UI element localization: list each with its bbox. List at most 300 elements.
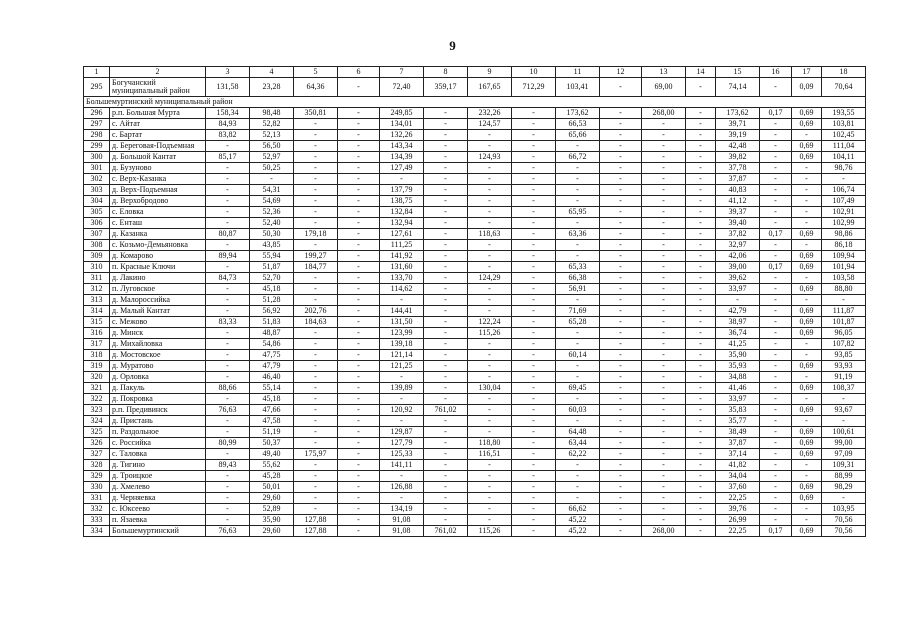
table-cell: -	[686, 218, 716, 229]
table-cell: 35,77	[716, 416, 760, 427]
settlement-name-cell: д. Малороссийка	[110, 295, 206, 306]
table-cell: 45,18	[250, 284, 294, 295]
table-row	[84, 141, 866, 152]
table-cell: -	[792, 515, 822, 526]
table-cell: 127,88	[294, 515, 338, 526]
table-row	[84, 284, 866, 295]
table-cell: -	[424, 295, 468, 306]
table-cell: -	[760, 317, 792, 328]
table-cell: -	[424, 185, 468, 196]
table-cell: 93,93	[822, 361, 866, 372]
table-cell: 39,19	[716, 130, 760, 141]
table-row	[84, 273, 866, 284]
table-cell: -	[716, 295, 760, 306]
table-cell: -	[206, 339, 250, 350]
table-cell: -	[686, 449, 716, 460]
table-cell: -	[642, 185, 686, 196]
table-cell: -	[380, 493, 424, 504]
table-cell: -	[686, 460, 716, 471]
table-cell: 69,00	[642, 78, 686, 97]
table-cell: -	[600, 306, 642, 317]
table-cell: -	[380, 394, 424, 405]
table-cell: -	[600, 130, 642, 141]
table-cell: 131,50	[380, 317, 424, 328]
table-cell: -	[642, 119, 686, 130]
table-cell: -	[642, 405, 686, 416]
table-cell: -	[468, 493, 512, 504]
table-cell: 103,81	[822, 119, 866, 130]
table-cell: -	[686, 152, 716, 163]
table-cell: 712,29	[512, 78, 556, 97]
table-cell: -	[512, 482, 556, 493]
settlement-name-cell: с. Козьмо-Демьяновка	[110, 240, 206, 251]
table-cell: 132,84	[380, 207, 424, 218]
table-cell: 37,78	[716, 163, 760, 174]
table-cell: -	[686, 482, 716, 493]
table-cell: -	[338, 130, 380, 141]
column-header: 7	[380, 67, 424, 78]
table-row	[84, 339, 866, 350]
settlement-name-cell: с. Юксеево	[110, 504, 206, 515]
table-cell: -	[686, 196, 716, 207]
table-cell: 129,87	[380, 427, 424, 438]
table-cell: -	[600, 372, 642, 383]
table-cell: 131,58	[206, 78, 250, 97]
table-cell: -	[512, 350, 556, 361]
table-cell: -	[760, 405, 792, 416]
settlement-name-cell: с. Российка	[110, 438, 206, 449]
table-cell: -	[556, 493, 600, 504]
table-cell: -	[424, 515, 468, 526]
table-cell: 126,88	[380, 482, 424, 493]
table-cell: -	[600, 526, 642, 537]
table-cell: -	[642, 504, 686, 515]
table-cell: -	[760, 361, 792, 372]
table-cell: -	[792, 196, 822, 207]
table-cell: -	[512, 361, 556, 372]
settlement-name-cell: с. Еловка	[110, 207, 206, 218]
table-cell: 0,69	[792, 152, 822, 163]
table-cell: 100,61	[822, 427, 866, 438]
table-cell: -	[556, 460, 600, 471]
table-cell: -	[424, 317, 468, 328]
table-cell: 173,62	[716, 108, 760, 119]
table-cell: -	[642, 295, 686, 306]
column-header: 18	[822, 67, 866, 78]
table-cell: 102,91	[822, 207, 866, 218]
table-cell: -	[380, 372, 424, 383]
table-cell: -	[294, 339, 338, 350]
table-cell: 51,28	[250, 295, 294, 306]
settlement-name-cell: д. Минск	[110, 328, 206, 339]
settlement-name-cell: д. Бузуново	[110, 163, 206, 174]
table-cell: 34,88	[716, 372, 760, 383]
table-cell: -	[760, 218, 792, 229]
table-cell: -	[760, 130, 792, 141]
table-cell: 66,62	[556, 504, 600, 515]
table-cell: -	[424, 163, 468, 174]
table-cell: 55,62	[250, 460, 294, 471]
table-row	[84, 460, 866, 471]
table-cell: -	[600, 405, 642, 416]
table-cell: 130,04	[468, 383, 512, 394]
table-cell: 89,43	[206, 460, 250, 471]
table-cell: -	[642, 361, 686, 372]
table-row	[84, 218, 866, 229]
settlement-name-cell: д. Береговая-Подъемная	[110, 141, 206, 152]
table-cell: -	[468, 361, 512, 372]
column-header: 3	[206, 67, 250, 78]
table-cell: 132,26	[380, 130, 424, 141]
table-cell: 72,40	[380, 78, 424, 97]
table-cell: 88,66	[206, 383, 250, 394]
table-cell: 0,69	[792, 361, 822, 372]
table-cell: -	[468, 372, 512, 383]
table-cell: -	[424, 174, 468, 185]
table-cell: 761,02	[424, 526, 468, 537]
table-cell: 37,14	[716, 449, 760, 460]
table-cell: 48,87	[250, 328, 294, 339]
table-row	[84, 449, 866, 460]
table-cell: -	[424, 262, 468, 273]
table-cell: 0,69	[792, 119, 822, 130]
table-cell: -	[686, 240, 716, 251]
table-cell: -	[206, 504, 250, 515]
table-cell: -	[468, 427, 512, 438]
table-cell: -	[294, 273, 338, 284]
table-cell: 127,88	[294, 526, 338, 537]
table-cell: 70,56	[822, 515, 866, 526]
table-cell: 329	[84, 471, 110, 482]
table-cell: -	[760, 394, 792, 405]
table-cell: -	[206, 141, 250, 152]
table-cell: 54,69	[250, 196, 294, 207]
table-cell: -	[338, 78, 380, 97]
table-cell: 0,69	[792, 262, 822, 273]
table-cell: -	[294, 427, 338, 438]
table-cell: -	[338, 207, 380, 218]
table-cell: -	[206, 185, 250, 196]
column-header: 8	[424, 67, 468, 78]
table-cell: -	[424, 372, 468, 383]
table-cell: 104,11	[822, 152, 866, 163]
settlement-name-cell: д. Верхобродово	[110, 196, 206, 207]
table-cell: -	[294, 504, 338, 515]
table-row	[84, 163, 866, 174]
table-cell: -	[556, 295, 600, 306]
table-cell: -	[556, 251, 600, 262]
table-cell: -	[642, 449, 686, 460]
table-cell: -	[686, 350, 716, 361]
table-cell: 268,00	[642, 526, 686, 537]
table-cell: 761,02	[424, 405, 468, 416]
table-row	[84, 493, 866, 504]
table-cell: -	[600, 163, 642, 174]
table-cell: -	[294, 350, 338, 361]
table-cell: 22,25	[716, 493, 760, 504]
table-cell: -	[792, 372, 822, 383]
table-cell: -	[338, 229, 380, 240]
table-cell: -	[642, 251, 686, 262]
table-cell: 65,28	[556, 317, 600, 328]
table-cell: 52,97	[250, 152, 294, 163]
table-cell: 0,69	[792, 526, 822, 537]
table-cell: -	[468, 482, 512, 493]
table-cell: 315	[84, 317, 110, 328]
table-cell: 139,89	[380, 383, 424, 394]
table-cell: 52,89	[250, 504, 294, 515]
table-cell: -	[294, 119, 338, 130]
table-cell: -	[206, 174, 250, 185]
table-cell: 138,75	[380, 196, 424, 207]
table-cell: -	[206, 262, 250, 273]
table-cell: -	[600, 394, 642, 405]
table-cell: -	[686, 438, 716, 449]
table-cell: 268,00	[642, 108, 686, 119]
table-cell: -	[600, 295, 642, 306]
table-cell: 0,69	[792, 383, 822, 394]
table-cell: 70,64	[822, 78, 866, 97]
table-cell: 0,09	[792, 78, 822, 97]
table-row	[84, 317, 866, 328]
table-cell: -	[642, 284, 686, 295]
table-cell: 37,82	[716, 229, 760, 240]
table-cell: -	[760, 152, 792, 163]
table-cell: -	[512, 273, 556, 284]
table-cell: -	[822, 493, 866, 504]
table-row	[84, 482, 866, 493]
table-cell: -	[512, 152, 556, 163]
table-cell: -	[294, 152, 338, 163]
table-cell: 301	[84, 163, 110, 174]
table-cell: -	[760, 251, 792, 262]
table-cell: 66,53	[556, 119, 600, 130]
table-cell: 65,66	[556, 130, 600, 141]
table-header-row	[84, 67, 866, 78]
page-number: 9	[449, 38, 456, 53]
table-cell: 66,38	[556, 273, 600, 284]
table-cell: -	[468, 262, 512, 273]
table-cell: 54,86	[250, 339, 294, 350]
settlement-name-cell: д. Троицкое	[110, 471, 206, 482]
table-cell: -	[686, 471, 716, 482]
table-cell: -	[512, 394, 556, 405]
table-cell: 302	[84, 174, 110, 185]
table-cell: 50,01	[250, 482, 294, 493]
table-cell: -	[338, 383, 380, 394]
table-cell: -	[206, 394, 250, 405]
table-cell: -	[206, 163, 250, 174]
table-cell: 41,46	[716, 383, 760, 394]
table-cell: -	[600, 339, 642, 350]
table-cell: 134,19	[380, 504, 424, 515]
table-cell: 98,86	[822, 229, 866, 240]
table-cell: -	[556, 174, 600, 185]
table-cell: 133,70	[380, 273, 424, 284]
table-cell: 41,12	[716, 196, 760, 207]
table-cell: 320	[84, 372, 110, 383]
table-cell: 91,08	[380, 526, 424, 537]
settlement-name-cell: д. Мостовское	[110, 350, 206, 361]
table-cell: 118,63	[468, 229, 512, 240]
table-cell: 179,18	[294, 229, 338, 240]
table-cell: -	[556, 471, 600, 482]
table-cell: -	[686, 108, 716, 119]
table-cell: 312	[84, 284, 110, 295]
table-cell: -	[468, 185, 512, 196]
table-cell: 0,69	[792, 306, 822, 317]
table-row	[84, 185, 866, 196]
table-cell: 56,91	[556, 284, 600, 295]
table-cell: -	[512, 372, 556, 383]
table-cell: 311	[84, 273, 110, 284]
settlement-name-cell: р.п. Большая Мурта	[110, 108, 206, 119]
table-cell: 47,75	[250, 350, 294, 361]
table-cell: -	[512, 284, 556, 295]
table-cell: 63,44	[556, 438, 600, 449]
table-cell: 134,01	[380, 119, 424, 130]
table-cell: -	[294, 383, 338, 394]
table-cell: -	[468, 284, 512, 295]
table-cell: 249,85	[380, 108, 424, 119]
table-cell: -	[512, 460, 556, 471]
table-cell: -	[206, 218, 250, 229]
table-cell: -	[642, 471, 686, 482]
table-cell: -	[686, 119, 716, 130]
table-cell: -	[468, 218, 512, 229]
settlement-name-cell: д. Большой Кантат	[110, 152, 206, 163]
table-cell: 76,63	[206, 405, 250, 416]
table-cell: -	[338, 141, 380, 152]
table-cell: -	[792, 460, 822, 471]
table-cell: -	[424, 482, 468, 493]
table-cell: -	[792, 218, 822, 229]
table-cell: 45,22	[556, 526, 600, 537]
table-cell: -	[424, 119, 468, 130]
table-cell: -	[642, 372, 686, 383]
table-cell: 99,00	[822, 438, 866, 449]
table-cell: 121,25	[380, 361, 424, 372]
table-cell: -	[294, 284, 338, 295]
table-cell: -	[338, 119, 380, 130]
table-cell: -	[338, 482, 380, 493]
table-cell: -	[424, 284, 468, 295]
table-cell: 101,94	[822, 262, 866, 273]
table-cell: 39,40	[716, 218, 760, 229]
table-cell: -	[642, 427, 686, 438]
table-cell: -	[424, 207, 468, 218]
tariff-table	[83, 66, 866, 537]
table-cell: -	[468, 460, 512, 471]
table-cell: 122,24	[468, 317, 512, 328]
table-cell: 184,77	[294, 262, 338, 273]
table-cell: 65,95	[556, 207, 600, 218]
table-cell: 143,34	[380, 141, 424, 152]
table-cell: -	[512, 306, 556, 317]
table-cell: -	[380, 471, 424, 482]
table-cell: -	[424, 240, 468, 251]
table-cell: -	[600, 328, 642, 339]
table-cell: -	[600, 471, 642, 482]
table-cell: 43,85	[250, 240, 294, 251]
table-cell: -	[424, 218, 468, 229]
table-cell: 103,58	[822, 273, 866, 284]
table-cell: -	[294, 471, 338, 482]
table-cell: -	[792, 273, 822, 284]
table-row	[84, 174, 866, 185]
table-cell: -	[512, 526, 556, 537]
table-cell: 46,40	[250, 372, 294, 383]
table-cell: -	[792, 394, 822, 405]
table-cell: -	[424, 460, 468, 471]
table-cell: 141,11	[380, 460, 424, 471]
table-cell: -	[512, 416, 556, 427]
table-cell: 26,99	[716, 515, 760, 526]
table-cell: 88,80	[822, 284, 866, 295]
table-cell: -	[294, 482, 338, 493]
table-cell: -	[600, 152, 642, 163]
table-cell: -	[424, 251, 468, 262]
table-cell: -	[642, 482, 686, 493]
column-header: 12	[600, 67, 642, 78]
table-cell: 111,25	[380, 240, 424, 251]
table-cell: -	[600, 229, 642, 240]
table-cell: 96,05	[822, 328, 866, 339]
table-cell: 193,55	[822, 108, 866, 119]
table-cell: -	[686, 317, 716, 328]
table-cell: -	[424, 130, 468, 141]
table-cell: -	[760, 438, 792, 449]
table-cell: -	[600, 185, 642, 196]
table-cell: -	[206, 306, 250, 317]
table-cell: -	[760, 163, 792, 174]
table-cell: 127,49	[380, 163, 424, 174]
settlement-name-cell: д. Верх-Подъемная	[110, 185, 206, 196]
table-cell: -	[206, 284, 250, 295]
table-cell: -	[686, 405, 716, 416]
table-cell: -	[294, 163, 338, 174]
table-cell: 47,79	[250, 361, 294, 372]
settlement-name-cell: с. Енташ	[110, 218, 206, 229]
table-cell: -	[556, 328, 600, 339]
table-cell: -	[760, 504, 792, 515]
table-cell: 55,14	[250, 383, 294, 394]
table-cell: -	[556, 141, 600, 152]
table-row	[84, 251, 866, 262]
table-cell: 106,74	[822, 185, 866, 196]
table-cell: -	[760, 207, 792, 218]
table-cell: 101,87	[822, 317, 866, 328]
table-cell: -	[206, 295, 250, 306]
table-cell: 56,92	[250, 306, 294, 317]
table-cell: -	[512, 130, 556, 141]
table-cell: -	[206, 240, 250, 251]
table-cell: -	[338, 372, 380, 383]
table-cell: -	[338, 449, 380, 460]
table-cell: -	[686, 273, 716, 284]
table-cell: -	[338, 438, 380, 449]
table-cell: -	[556, 218, 600, 229]
table-cell: 305	[84, 207, 110, 218]
table-cell: 0,69	[792, 405, 822, 416]
table-cell: -	[206, 416, 250, 427]
settlement-name-cell: д. Пакуль	[110, 383, 206, 394]
table-row	[84, 229, 866, 240]
table-cell: -	[556, 394, 600, 405]
table-cell: -	[642, 218, 686, 229]
table-cell: 74,14	[716, 78, 760, 97]
table-cell: 295	[84, 78, 110, 97]
